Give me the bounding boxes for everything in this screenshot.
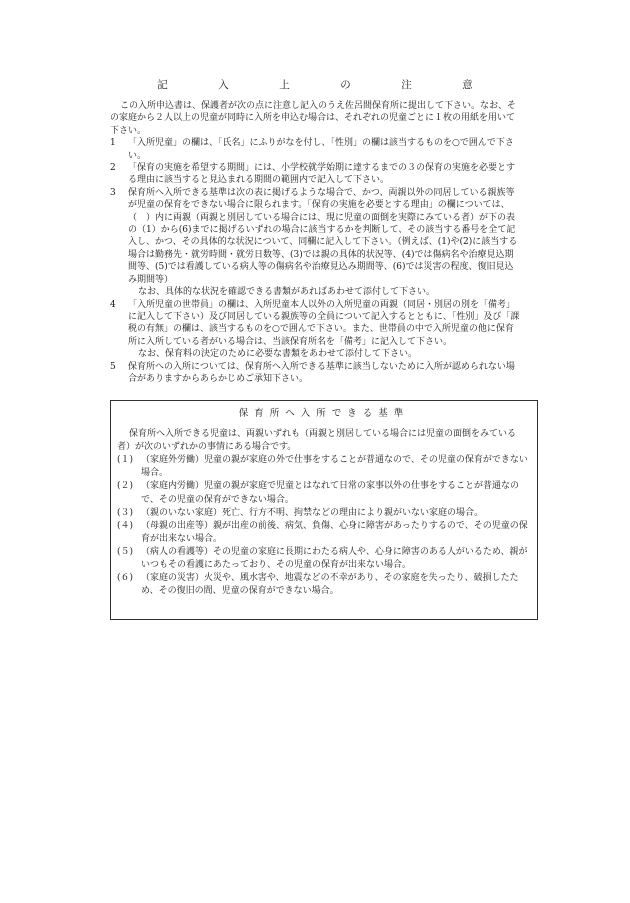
instruction-item-4 <box>110 299 522 349</box>
instruction-item-1 <box>110 137 522 162</box>
item-text: 「保育の実施を希望する期間」には、小学校就学始期に達するまでの３の保育の実施を必要とする理由に該当すると見込まれる期間の範囲内で記入して下さい。 <box>128 163 516 186</box>
criteria-case-1 <box>117 454 529 480</box>
case-text: （家庭内労働）児童の親が家庭で児童とはなれて日常の家事以外の仕事をすることが普通なので、その児童の保育ができない場合。 <box>141 481 520 505</box>
criteria-title: 保育所へ入所できる基準 <box>238 408 410 419</box>
criteria-content <box>111 428 537 598</box>
page-title: 記 入 上 の 注 意 <box>157 79 493 91</box>
item-number: 2 <box>110 163 116 174</box>
case-number: (２) <box>117 481 134 492</box>
note-after-item-3: なお、具体的な状況を確認できる書類があればあわせて添付して下さい。 <box>138 287 436 298</box>
instruction-item-2 <box>110 162 522 187</box>
item-text: 保育所への入所については、保育所へ入所できる基準に該当しないために入所が認められない場合がありますからあらかじめご承知下さい。 <box>128 361 515 384</box>
intro-paragraph: この入所申込書は、保護者が次の点に注意し記入のうえ佐呂間保育所に提出して下さい。なお、その家庭から２人以上の児童が同時に入所を申込む場合は、それぞれの児童ごとに１枚の用紙を用いて下さい。 <box>110 101 517 136</box>
instructions-body <box>110 100 522 385</box>
item-number: 5 <box>110 361 116 372</box>
case-text: （母親の出産等）親が出産の前後、病気、負傷、心身に障害があったりするので、その児童の保育が出来ない場合。 <box>141 520 528 544</box>
admission-criteria-box <box>110 400 538 620</box>
case-text: （病人の看護等）その児童の家庭に長期にわたる病人や、心身に障害のある人がいるため、親がいつもその看護にあたっており、その児童の保育が出来ない場合。 <box>141 546 528 571</box>
criteria-intro: 保育所へ入所できる児童は、両親いずれも（両親と別居している場合には児童の面倒をみている者）が次のいずれかの事情にある場合です。 <box>117 429 517 453</box>
case-number: (１) <box>117 455 134 466</box>
item-number: 3 <box>110 187 116 198</box>
criteria-case-5 <box>117 546 529 572</box>
criteria-case-6 <box>117 572 529 598</box>
item-text: 「入所児童」の欄は、「氏名」にふりがなを付し、「性別」の欄は該当するものを○で囲んで下さい。 <box>128 138 514 161</box>
instruction-item-3 <box>110 187 522 286</box>
instruction-item-5 <box>110 361 522 386</box>
criteria-case-4 <box>117 520 529 546</box>
criteria-case-2 <box>117 480 529 506</box>
item-number: 1 <box>110 138 116 149</box>
criteria-case-3 <box>117 507 529 520</box>
item-text: 保育所へ入所できる基準は次の表に掲げるような場合で、かつ、両親以外の同居している親族等が児童の保育をできない場合に限られます。「保育の実施を必要とする理由」の欄については、（ ）内に両親（両親と別居している場合には、現に児童の面倒を実際にみている者）が下の表の（1）から(6)までに掲げるいずれの場合に該当するかを判断して、その該当する番号を全て記入し、かつ、その具体的な状況について、同欄に記入して下さい。（例えば、(1)や(2)に該当する場合は勤務先・就労時間・就労日数等、(3)では親の具体的状況等、(4)では傷病名や治療見込期間等、(5)では看護している病人等の傷病名や治療見込み期間等、(6)では災害の程度、復旧見込み期間等） <box>128 187 518 285</box>
case-number: (３) <box>117 507 134 518</box>
case-text: （親のいない家庭）死亡、行方不明、拘禁などの理由により親がいない家庭の場合。 <box>141 507 484 518</box>
case-number: (６) <box>117 573 134 584</box>
item-number: 4 <box>110 299 116 310</box>
case-text: （家庭の災害）火災や、風水害や、地震などの不幸があり、その家庭を失ったり、破損したため、その復旧の間、児童の保育ができない場合。 <box>141 573 519 597</box>
item-text: 「入所児童の世帯員」の欄は、入所児童本人以外の入所児童の両親（同居・別居の別を「備考」に記入して下さい）及び同居している親族等の全員について記入するとともに、「性別」及び「課税の有無」の欄は、該当するものを○で囲んで下さい。また、世帯員の中で入所児童の他に保育所に入所している者がいる場合は、当該保育所名を「備考」に記入して下さい。 <box>128 299 520 347</box>
case-text: （家庭外労働）児童の親が家庭の外で仕事をすることが普通なので、その児童の保育ができない場合。 <box>141 455 528 479</box>
note-after-item-4: なお、保育料の決定のために必要な書類をあわせて添付して下さい。 <box>138 349 418 360</box>
case-number: (５) <box>117 546 134 557</box>
case-number: (４) <box>117 520 134 531</box>
